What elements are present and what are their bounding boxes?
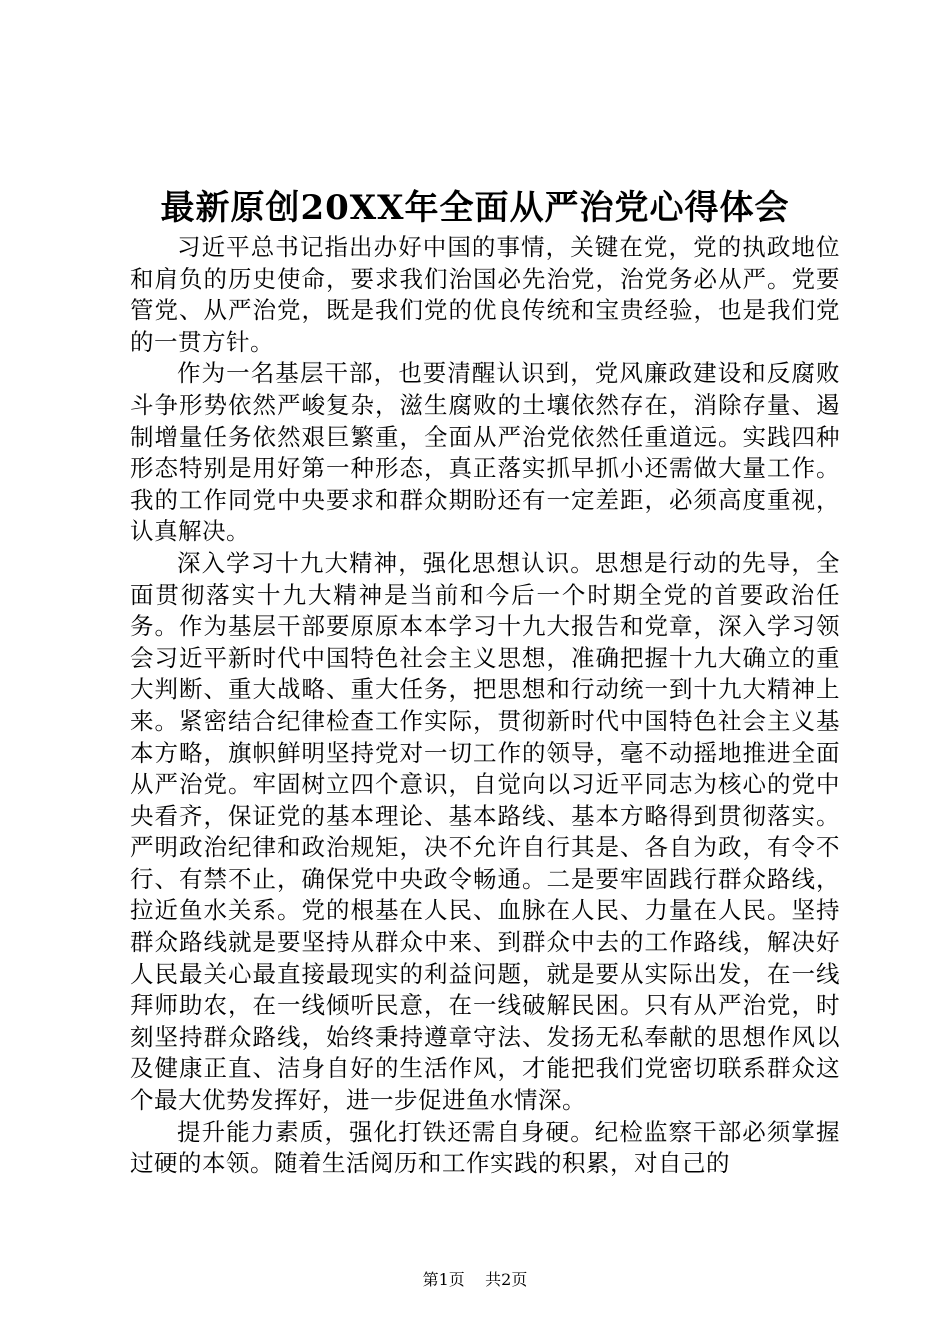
paragraph: 提升能力素质，强化打铁还需自身硬。纪检监察干部必须掌握过硬的本领。随着生活阅历和工作实践的积累，对自己的	[130, 1117, 840, 1178]
page-footer	[0, 1270, 950, 1290]
document-title: 最新原创20XX年全面从严治党心得体会	[160, 188, 790, 228]
paragraph: 习近平总书记指出办好中国的事情，关键在党，党的执政地位和肩负的历史使命，要求我们治国必先治党，治党务必从严。党要管党、从严治党，既是我们党的优良传统和宝贵经验，也是我们党的一贯方针。	[130, 233, 840, 356]
page-total: 共2页	[485, 1270, 528, 1289]
paragraph: 作为一名基层干部，也要清醒认识到，党风廉政建设和反腐败斗争形势依然严峻复杂，滋生腐败的土壤依然存在，消除存量、遏制增量任务依然艰巨繁重，全面从严治党依然任重道远。实践四种形态特别是用好第一种形态，真正落实抓早抓小还需做大量工作。我的工作同党中央要求和群众期盼还有一定差距，必须高度重视，认真解决。	[130, 359, 840, 546]
paragraph: 深入学习十九大精神，强化思想认识。思想是行动的先导，全面贯彻落实十九大精神是当前和今后一个时期全党的首要政治任务。作为基层干部要原原本本学习十九大报告和党章，深入学习领会习近平新时代中国特色社会主义思想，准确把握十九大确立的重大判断、重大战略、重大任务，把思想和行动统一到十九大精神上来。紧密结合纪律检查工作实际，贯彻新时代中国特色社会主义基本方略，旗帜鲜明坚持党对一切工作的领导，毫不动摇地推进全面从严治党。牢固树立四个意识，自觉向以习近平同志为核心的党中央看齐，保证党的基本理论、基本路线、基本方略得到贯彻落实。严明政治纪律和政治规矩，决不允许自行其是、各自为政，有令不行、有禁不止，确保党中央政令畅通。二是要牢固践行群众路线，拉近鱼水关系。党的根基在人民、血脉在人民、力量在人民。坚持群众路线就是要坚持从群众中来、到群众中去的工作路线，解决好人民最关心最直接最现实的利益问题，就是要从实际出发，在一线拜师助农，在一线倾听民意，在一线破解民困。只有从严治党，时刻坚持群众路线，始终秉持遵章守法、发扬无私奉献的思想作风以及健康正直、洁身自好的生活作风，才能把我们党密切联系群众这个最大优势发挥好，进一步促进鱼水情深。	[130, 548, 840, 1115]
document-body	[130, 232, 840, 1180]
page-number: 第1页	[422, 1270, 465, 1289]
